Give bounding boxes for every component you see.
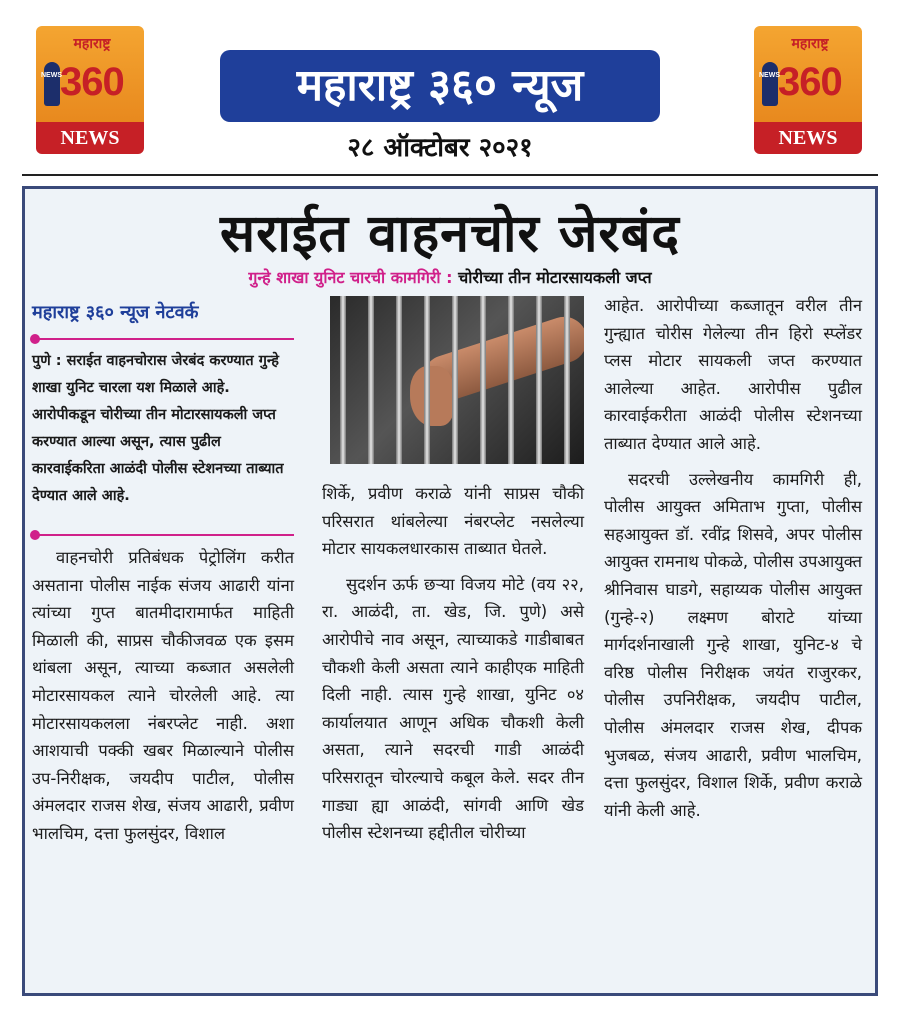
logo-mic-label: NEWS [41,72,62,79]
masthead-title: महाराष्ट्र ३६० न्यूज [220,50,660,122]
jail-bar [396,296,402,464]
paragraph: वाहनचोरी प्रतिबंधक पेट्रोलिंग करीत असताना पोलीस नाईक संजय आढारी यांना त्यांच्या गुप्त बातमीदारामार्फत माहिती मिळाली की, साप्रस चौकीजवळ एक इसम थांबला असून, त्याच्या कब्जात असलेली मोटारसायकल त्याने चोरलेली आहे. त्या मोटारसायकलला नंबरप्लेट नाही. अशा आशयाची पक्की खबर मिळाल्याने पोलीस उप-निरीक्षक, जयदीप पाटील, पोलीस अंमलदार राजस शेख, संजय आढारी, प्रवीण भालचिम, दत्ता फुलसुंदर, विशाल [32,548,294,843]
article-column-3 [604,292,862,824]
bullet-dot-icon [30,334,40,344]
jail-bar [564,296,570,464]
hand-shape [410,366,454,426]
paragraph: शिर्के, प्रवीण कराळे यांनी साप्रस चौकी परिसरात थांबलेल्या नंबरप्लेट नसलेल्या मोटार सायकलधारकास ताब्यात घेतले. [322,484,584,559]
subhead-highlight: गुन्हे शाखा युनिट चारची कामगिरी : [248,268,453,287]
jail-bar [424,296,430,464]
article-column-2 [322,480,584,847]
paragraph: सदरची उल्लेखनीय कामगिरी ही, पोलीस आयुक्त अमिताभ गुप्ता, पोलीस सहआयुक्त डॉ. रवींद्र शिसवे, अपर पोलीस आयुक्त रामनाथ पोकळे, पोलीस उपआयुक्त श्रीनिवास घाडगे, सहाय्यक पोलीस आयुक्त (गुन्हे-२) लक्ष्मण बोराटे यांच्या मार्गदर्शनाखाली गुन्हे शाखा, युनिट-४ चे वरिष्ठ पोलीस निरीक्षक जयंत राजुरकर, पोलीस उपनिरीक्षक, जयदीप पाटील, पोलीस अंमलदार राजस शेख, दीपक भुजबळ, संजय आढारी, प्रवीण भालचिम, दत्ता फुलसुंदर, विशाल शिर्के, प्रवीण कराळे यांनी केली आहे. [604,469,862,820]
logo-right [754,26,862,154]
article-subhead [40,266,860,288]
microphone-icon [44,62,60,106]
jail-bar [508,296,514,464]
jail-bar [368,296,374,464]
article-column-1 [32,544,294,848]
bullet-dot-icon [30,530,40,540]
subhead-text: चोरीच्या तीन मोटारसायकली जप्त [458,268,652,287]
logo-number: 360 [778,60,842,104]
logo-news-label: NEWS [36,122,144,154]
microphone-icon [762,62,778,106]
header-divider [22,174,878,176]
byline-underline [32,338,294,340]
jail-bar [536,296,542,464]
article-intro: पुणे : सराईत वाहनचोरास जेरबंद करण्यात गुन्हे शाखा युनिट चारला यश मिळाले आहे. आरोपीकडून चोरीच्या तीन मोटारसायकली जप्त करण्यात आल्या असून, त्यास पुढील कारवाईकरिता आळंदी पोलीस स्टेशनच्या ताब्यात देण्यात आले आहे. [32,353,284,504]
paragraph: आहेत. आरोपीच्या कब्जातून वरील तीन गुन्ह्यात चोरीस गेलेल्या तीन हिरो स्प्लेंडर प्लस मोटार सायकली जप्त करण्यात आलेल्या आहेत. आरोपीस पुढील कारवाईकरीता आळंदी पोलीस स्टेशनच्या ताब्यात देण्यात आले आहे. [604,296,862,453]
jail-bar [452,296,458,464]
publication-date: २८ ऑक्टोबर २०२१ [347,133,533,163]
article-headline: सराईत वाहनचोर जेरबंद [219,204,681,264]
intro-divider [32,534,294,536]
jail-bar [340,296,346,464]
logo-number: 360 [60,60,124,104]
logo-brand-text: महाराष्ट्र [791,36,829,52]
paragraph: सुदर्शन ऊर्फ छऱ्या विजय मोटे (वय २२, रा. आळंदी, ता. खेड, जि. पुणे) असे आरोपीचे नाव असून, त्याच्याकडे गाडीबाबत चौकशी केली असता त्याने काहीएक माहिती दिली नाही. त्यास गुन्हे शाखा, युनिट ०४ कार्यालयात आणून अधिक चौकशी केली असता, त्याने सदरची गाडी आळंदी परिसरातून चोरल्याचे कबूल केले. सदर तीन गाड्या ह्या आळंदी, सांगवी आणि खेड पोलीस स्टेशनच्या हद्दीतील चोरीच्या [322,574,584,843]
logo-left [36,26,144,154]
article-byline: महाराष्ट्र ३६० न्यूज नेटवर्क [32,302,199,323]
jail-bar [480,296,486,464]
jail-bars-photo [330,296,584,464]
logo-brand-text: महाराष्ट्र [73,36,111,52]
logo-news-label: NEWS [754,122,862,154]
logo-mic-label: NEWS [759,72,780,79]
